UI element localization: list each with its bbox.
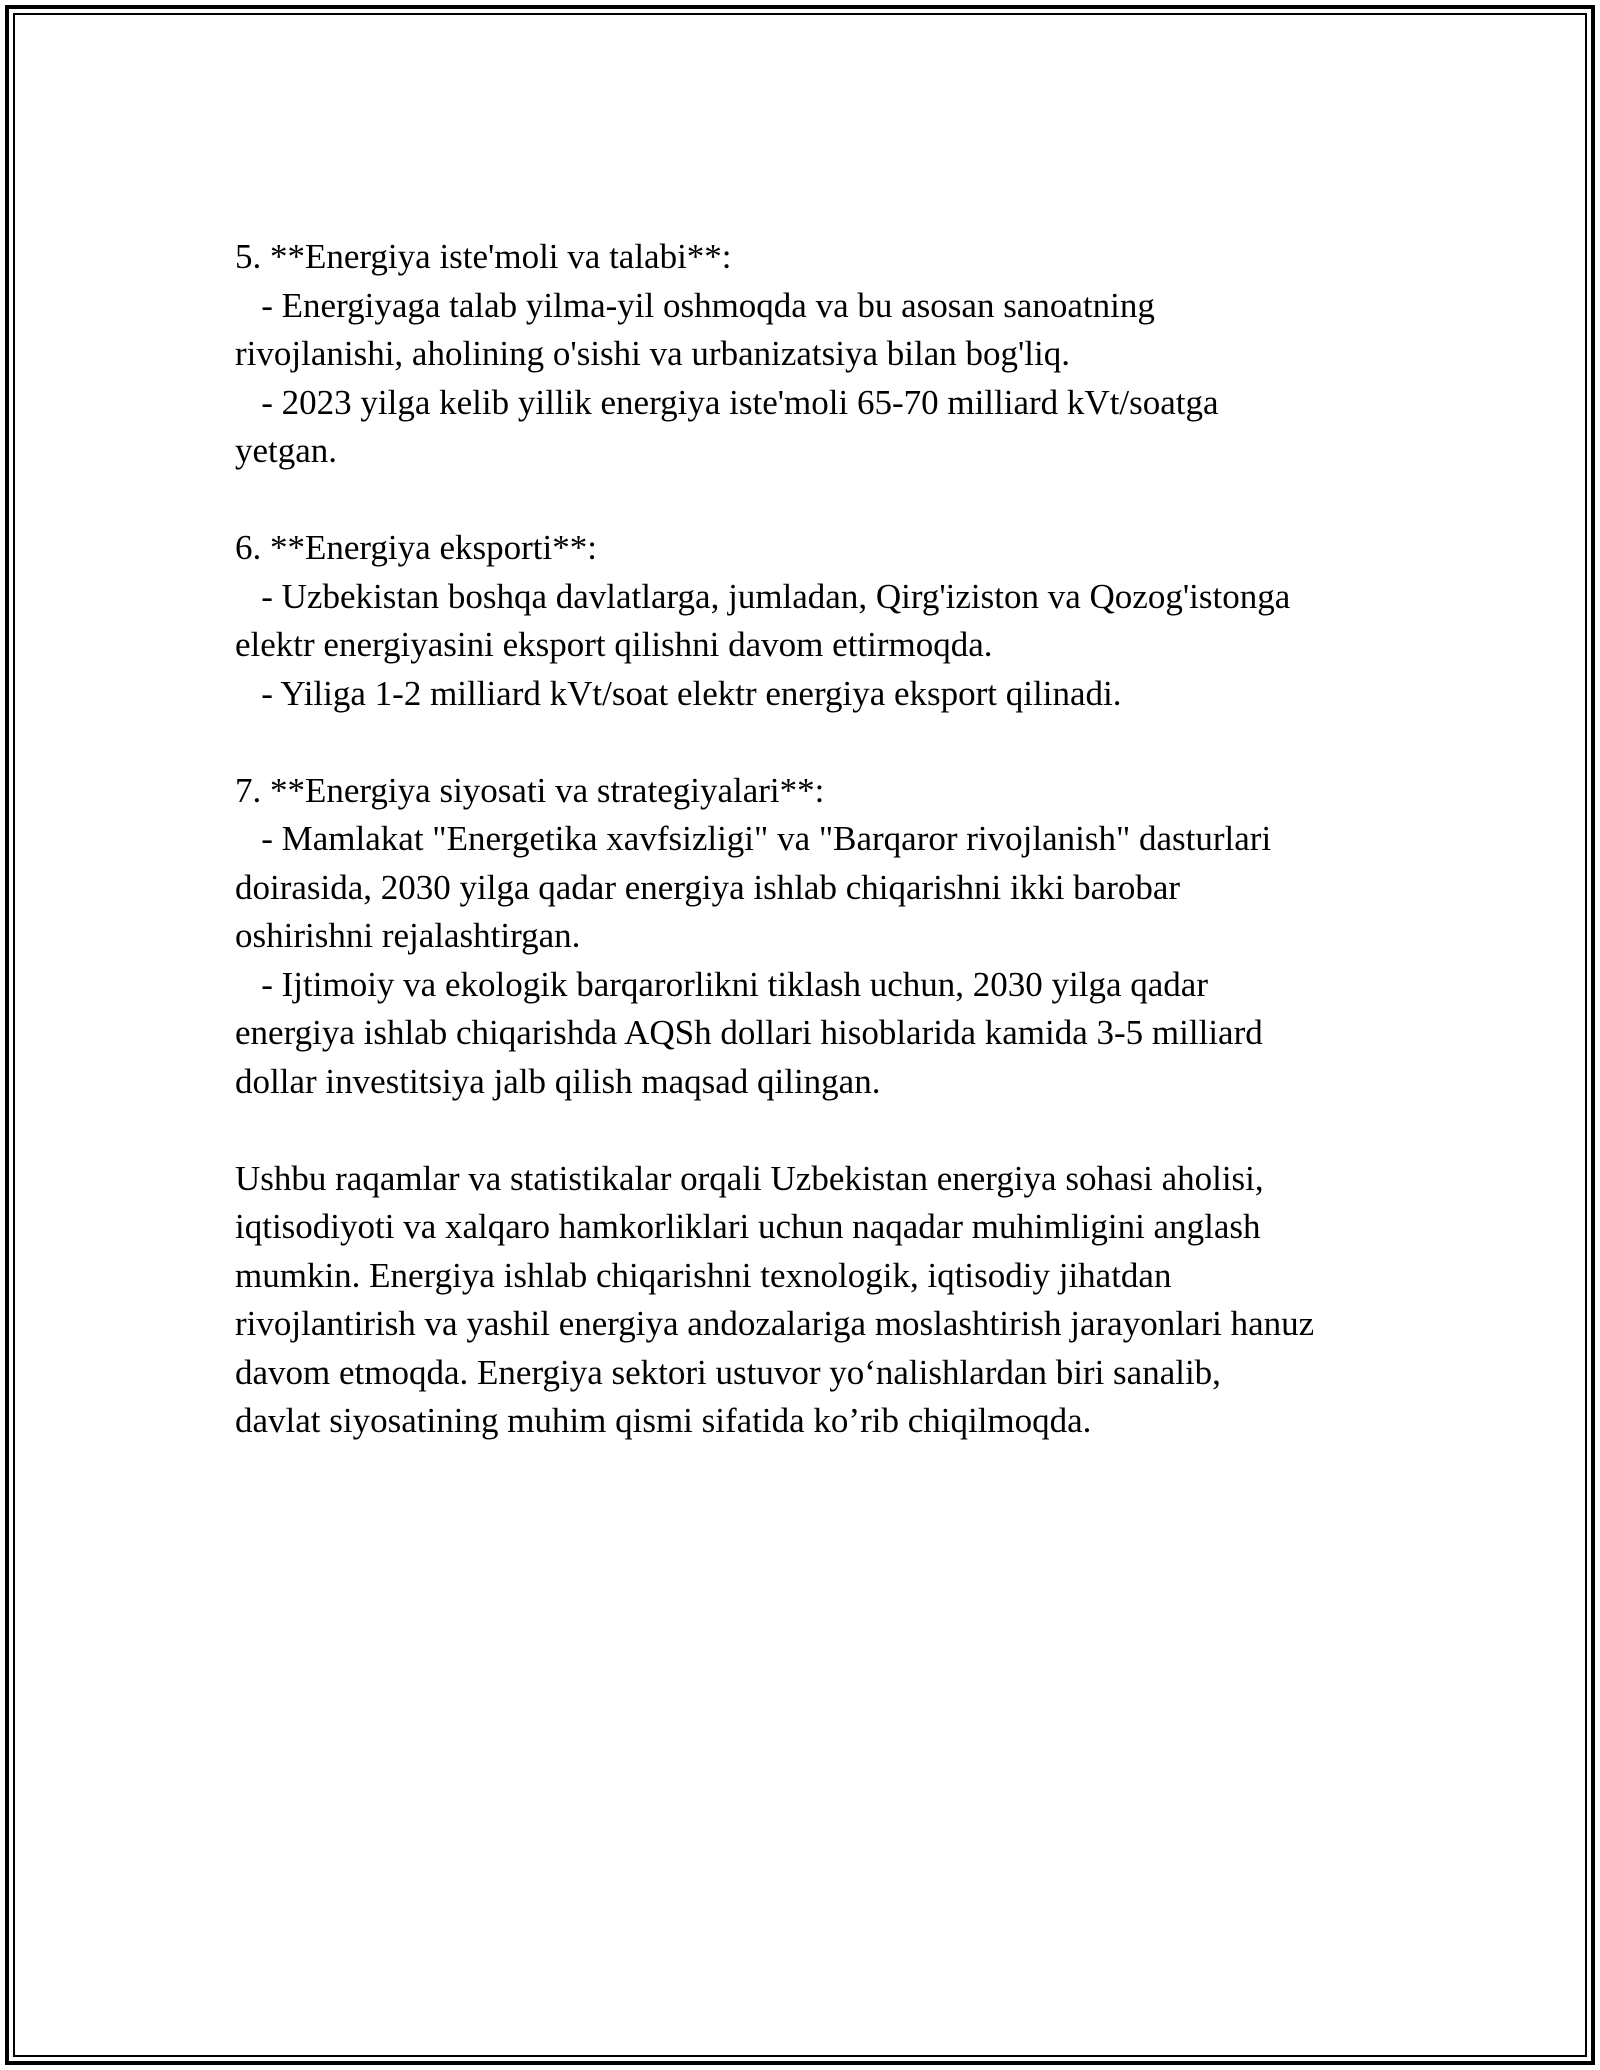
conclusion-line-2: iqtisodiyoti va xalqaro hamkorliklari uchun naqadar muhimligini anglash (235, 1207, 1261, 1246)
conclusion-line-5: davom etmoqda. Energiya sektori ustuvor yo‘nalishlardan biri sanalib, (235, 1352, 1221, 1392)
section-7-heading: 7. **Energiya siyosati va strategiyalari**: (235, 770, 825, 810)
section-7-bullet-1-line-2: doirasida, 2030 yilga qadar energiya ishlab chiqarishni ikki barobar (235, 867, 1181, 907)
section-7-bullet-2-line-2: energiya ishlab chiqarishda AQSh dollari hisoblarida kamida 3-5 milliard (235, 1013, 1263, 1052)
document-body (235, 233, 1395, 1446)
section-7-bullet-1-line-1: - Mamlakat "Energetika xavfsizligi" va "Barqaror rivojlanish" dasturlari (235, 819, 1272, 858)
paragraph-gap (235, 718, 1395, 767)
section-7-bullet-1-line-3: oshirishni rejalashtirgan. (235, 916, 581, 955)
section-5-bullet-2-line-2: yetgan. (235, 431, 338, 470)
conclusion-line-6: davlat siyosatining muhim qismi sifatida ko’rib chiqilmoqda. (235, 1401, 1092, 1440)
conclusion-line-4: rivojlantirish va yashil energiya andozalariga moslashtirish jarayonlari hanuz (235, 1304, 1315, 1343)
section-7-bullet-2-line-1: - Ijtimoiy va ekologik barqarorlikni tiklash uchun, 2030 yilga qadar (235, 964, 1208, 1004)
paragraph-gap (235, 476, 1395, 525)
section-6-bullet-1-line-2: elektr energiyasini eksport qilishni davom ettirmoqda. (235, 625, 993, 664)
section-5-bullet-1-line-1: - Energiyaga talab yilma-yil oshmoqda va bu asosan sanoatning (235, 285, 1155, 325)
section-5-bullet-1-line-2: rivojlanishi, aholining o'sishi va urbanizatsiya bilan bog'liq. (235, 334, 1070, 373)
paragraph-gap (235, 1106, 1395, 1155)
section-6-bullet-2-line-1: - Yiliga 1-2 milliard kVt/soat elektr energiya eksport qilinadi. (235, 673, 1122, 713)
conclusion-line-1: Ushbu raqamlar va statistikalar orqali Uzbekistan energiya sohasi aholisi, (235, 1158, 1264, 1198)
section-6-heading: 6. **Energiya eksporti**: (235, 528, 597, 567)
section-7-bullet-2-line-3: dollar investitsiya jalb qilish maqsad qilingan. (235, 1061, 881, 1101)
section-5-heading: 5. **Energiya iste'moli va talabi**: (235, 237, 732, 276)
conclusion-line-3: mumkin. Energiya ishlab chiqarishni texnologik, iqtisodiy jihatdan (235, 1255, 1172, 1295)
section-5-bullet-2-line-1: - 2023 yilga kelib yillik energiya iste'moli 65-70 milliard kVt/soatga (235, 382, 1219, 422)
section-6-bullet-1-line-1: - Uzbekistan boshqa davlatlarga, jumladan, Qirg'iziston va Qozog'istonga (235, 576, 1291, 616)
